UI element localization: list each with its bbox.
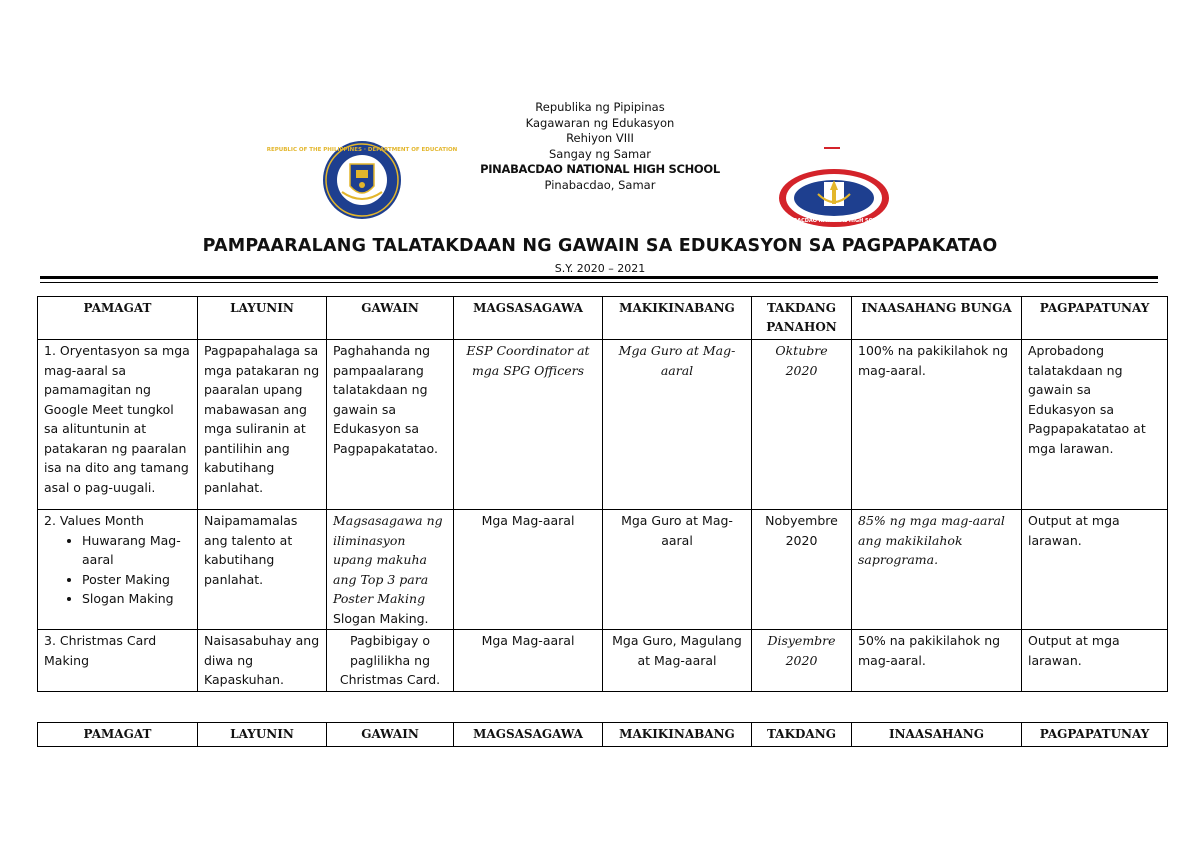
cell-gawain-extra: Slogan Making. bbox=[333, 610, 429, 626]
red-mark bbox=[824, 147, 840, 149]
cell-magsasagawa: Mga Mag-aaral bbox=[454, 510, 603, 630]
header-line-region: Rehiyon VIII bbox=[566, 131, 634, 145]
cell-pagpapatunay: Aprobadong talatakdaan ng gawain sa Edukasyon sa Pagpapakatatao at mga larawan. bbox=[1022, 340, 1168, 510]
document-title: PAMPAARALANG TALATAKDAAN NG GAWAIN SA EDUKASYON SA PAGPAPAKATAO bbox=[202, 236, 998, 256]
header-line-division: Sangay ng Samar bbox=[548, 146, 651, 161]
cell-pagpapatunay: Output at mga larawan. bbox=[1022, 510, 1168, 630]
table-header-row bbox=[38, 723, 1168, 747]
cell-gawain: Paghahanda ng pampaalarang talatakdaan ng gawain sa Edukasyon sa Pagpapakatatao. bbox=[327, 340, 454, 510]
column-header: MAKIKINABANG bbox=[603, 297, 752, 340]
deped-seal-icon bbox=[266, 140, 458, 220]
column-header: GAWAIN bbox=[327, 297, 454, 340]
cell-layunin: Naisasabuhay ang diwa ng Kapaskuhan. bbox=[198, 630, 327, 692]
column-header: PAMAGAT bbox=[38, 723, 198, 747]
cell-pamagat bbox=[38, 510, 198, 630]
school-location: Pinabacdao, Samar bbox=[544, 177, 656, 192]
cell-pamagat: 1. Oryentasyon sa mga mag-aaral sa pamamagitan ng Google Meet tungkol sa alituntunin at patakaran ng paaralan isa na dito ang tamang asal o pag-uugali. bbox=[38, 340, 198, 510]
column-header: INAASAHANG BUNGA bbox=[852, 297, 1022, 340]
cell-layunin: Pagpapahalaga sa mga patakaran ng paaralan upang mabawasan ang mga suliranin at pantilihin ang kabutihang panlahat. bbox=[198, 340, 327, 510]
header-line-department: Kagawaran ng Edukasyon bbox=[525, 115, 675, 130]
list-item: • Poster Making bbox=[82, 570, 191, 590]
table-row bbox=[38, 510, 1168, 630]
school-year: S.Y. 2020 – 2021 bbox=[554, 262, 646, 275]
table-row bbox=[38, 630, 1168, 692]
cell-takdang-panahon: Oktubre 2020 bbox=[752, 340, 852, 510]
column-header: PAGPAPATUNAY bbox=[1022, 723, 1168, 747]
column-header: LAYUNIN bbox=[198, 297, 327, 340]
cell-inaasahang-bunga: 100% na pakikilahok ng mag-aaral. bbox=[852, 340, 1022, 510]
cell-gawain-text: Magsasagawa ng iliminasyon upang makuha ang Top 3 para Poster Making bbox=[333, 513, 443, 606]
cell-gawain: Pagbibigay o paglilikha ng Christmas Card. bbox=[327, 630, 454, 692]
list-item: • Huwarang Mag-aaral bbox=[82, 531, 191, 570]
cell-takdang-panahon: Disyembre 2020 bbox=[752, 630, 852, 692]
column-header: LAYUNIN bbox=[198, 723, 327, 747]
cell-gawain bbox=[327, 510, 454, 630]
column-header: MAGSASAGAWA bbox=[454, 723, 603, 747]
divider-thick bbox=[40, 276, 1158, 279]
cell-inaasahang-bunga: 85% ng mga mag-aaral ang makikilahok saprograma. bbox=[852, 510, 1022, 630]
cell-inaasahang-bunga: 50% na pakikilahok ng mag-aaral. bbox=[852, 630, 1022, 692]
document-header bbox=[0, 100, 1200, 193]
cell-layunin: Naipamamalas ang talento at kabutihang panlahat. bbox=[198, 510, 327, 630]
header-line-republic: Republika ng Pipipinas bbox=[535, 100, 665, 114]
cell-pagpapatunay: Output at mga larawan. bbox=[1022, 630, 1168, 692]
column-header: MAKIKINABANG bbox=[603, 723, 752, 747]
school-name: PINABACDAO NATIONAL HIGH SCHOOL bbox=[480, 162, 720, 176]
table-header-row bbox=[38, 297, 1168, 340]
bullet-list bbox=[44, 531, 191, 609]
column-header: TAKDANG PANAHON bbox=[752, 297, 852, 340]
cell-magsasagawa: Mga Mag-aaral bbox=[454, 630, 603, 692]
cell-makikinabang: Mga Guro, Magulang at Mag-aaral bbox=[603, 630, 752, 692]
cell-takdang-panahon: Nobyembre 2020 bbox=[752, 510, 852, 630]
column-header: MAGSASAGAWA bbox=[454, 297, 603, 340]
deped-seal-lettering: REPUBLIC OF THE PHILIPPINES · DEPARTMENT OF EDUCATION bbox=[266, 147, 458, 153]
cell-pamagat: 3. Christmas Card Making bbox=[38, 630, 198, 692]
column-header: GAWAIN bbox=[327, 723, 454, 747]
school-seal-lettering: PINABACDAO NATIONAL HIGH SCHOOL bbox=[779, 218, 889, 224]
continued-table-header bbox=[37, 722, 1168, 747]
divider-thin bbox=[40, 282, 1158, 283]
cell-pamagat-title: 2. Values Month bbox=[44, 513, 144, 528]
cell-makikinabang: Mga Guro at Mag-aaral bbox=[603, 340, 752, 510]
cell-makikinabang: Mga Guro at Mag-aaral bbox=[603, 510, 752, 630]
list-item: • Slogan Making bbox=[82, 589, 191, 609]
column-header: PAMAGAT bbox=[38, 297, 198, 340]
column-header: PAGPAPATUNAY bbox=[1022, 297, 1168, 340]
school-seal-icon bbox=[778, 168, 890, 228]
column-header: TAKDANG bbox=[752, 723, 852, 747]
column-header: INAASAHANG bbox=[852, 723, 1022, 747]
activity-schedule-table bbox=[37, 296, 1168, 692]
cell-magsasagawa: ESP Coordinator at mga SPG Officers bbox=[454, 340, 603, 510]
table-row bbox=[38, 340, 1168, 510]
